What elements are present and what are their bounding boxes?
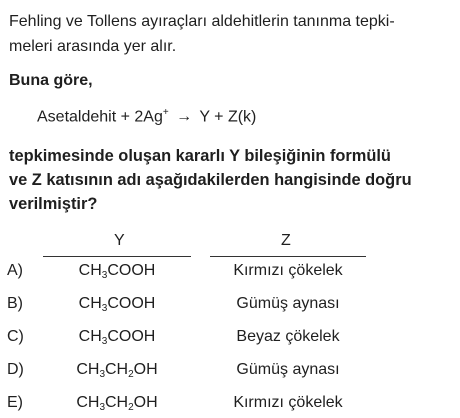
- question-line-1: tepkimesinde oluşan kararlı Y bileşiğinin formülü: [9, 147, 391, 165]
- option-y-formula: $CH_3COOH$: [78, 295, 156, 314]
- option-letter: C): [7, 328, 24, 345]
- silver-ion-charge: +: [162, 107, 169, 118]
- option-z-name: Gümüş aynası: [236, 295, 340, 312]
- option-letter: E): [7, 394, 23, 411]
- option-z-name: Kırmızı çökelek: [233, 394, 343, 411]
- option-y-formula: $CH_3COOH$: [78, 328, 156, 347]
- column-z-rule: [210, 256, 366, 257]
- option-y-formula: $CH_3CH_2OH$: [76, 361, 158, 380]
- option-letter: D): [7, 361, 24, 378]
- reaction-reactants: Asetaldehit + 2Ag: [37, 108, 163, 126]
- option-y-formula: $CH_3CH_2OH$: [76, 394, 158, 413]
- column-y-rule: [43, 256, 191, 257]
- option-z-name: Beyaz çökelek: [236, 328, 340, 345]
- reaction-products: Y + Z(k): [199, 108, 257, 126]
- question-line-3: verilmiştir?: [9, 195, 98, 213]
- option-letter: A): [7, 262, 23, 279]
- reaction-equation: [37, 107, 256, 126]
- option-letter: B): [7, 295, 23, 312]
- intro-line-2: meleri arasında yer alır.: [9, 38, 177, 55]
- column-header-y: Y: [114, 232, 125, 249]
- reaction-arrow-icon: →: [176, 108, 193, 126]
- intro-paragraph: [9, 9, 453, 59]
- option-z-name: Kırmızı çökelek: [233, 262, 343, 279]
- column-header-z: Z: [281, 232, 291, 249]
- intro-line-1: Fehling ve Tollens ayıraçları aldehitlerin tanınma tepki-: [9, 13, 395, 30]
- buna-gore-label: Buna göre,: [9, 72, 93, 89]
- option-z-name: Gümüş aynası: [236, 361, 340, 378]
- option-y-formula: $CH_3COOH$: [78, 262, 156, 281]
- question-text: [9, 144, 455, 216]
- question-line-2: ve Z katısının adı aşağıdakilerden hangisinde doğru: [9, 171, 412, 189]
